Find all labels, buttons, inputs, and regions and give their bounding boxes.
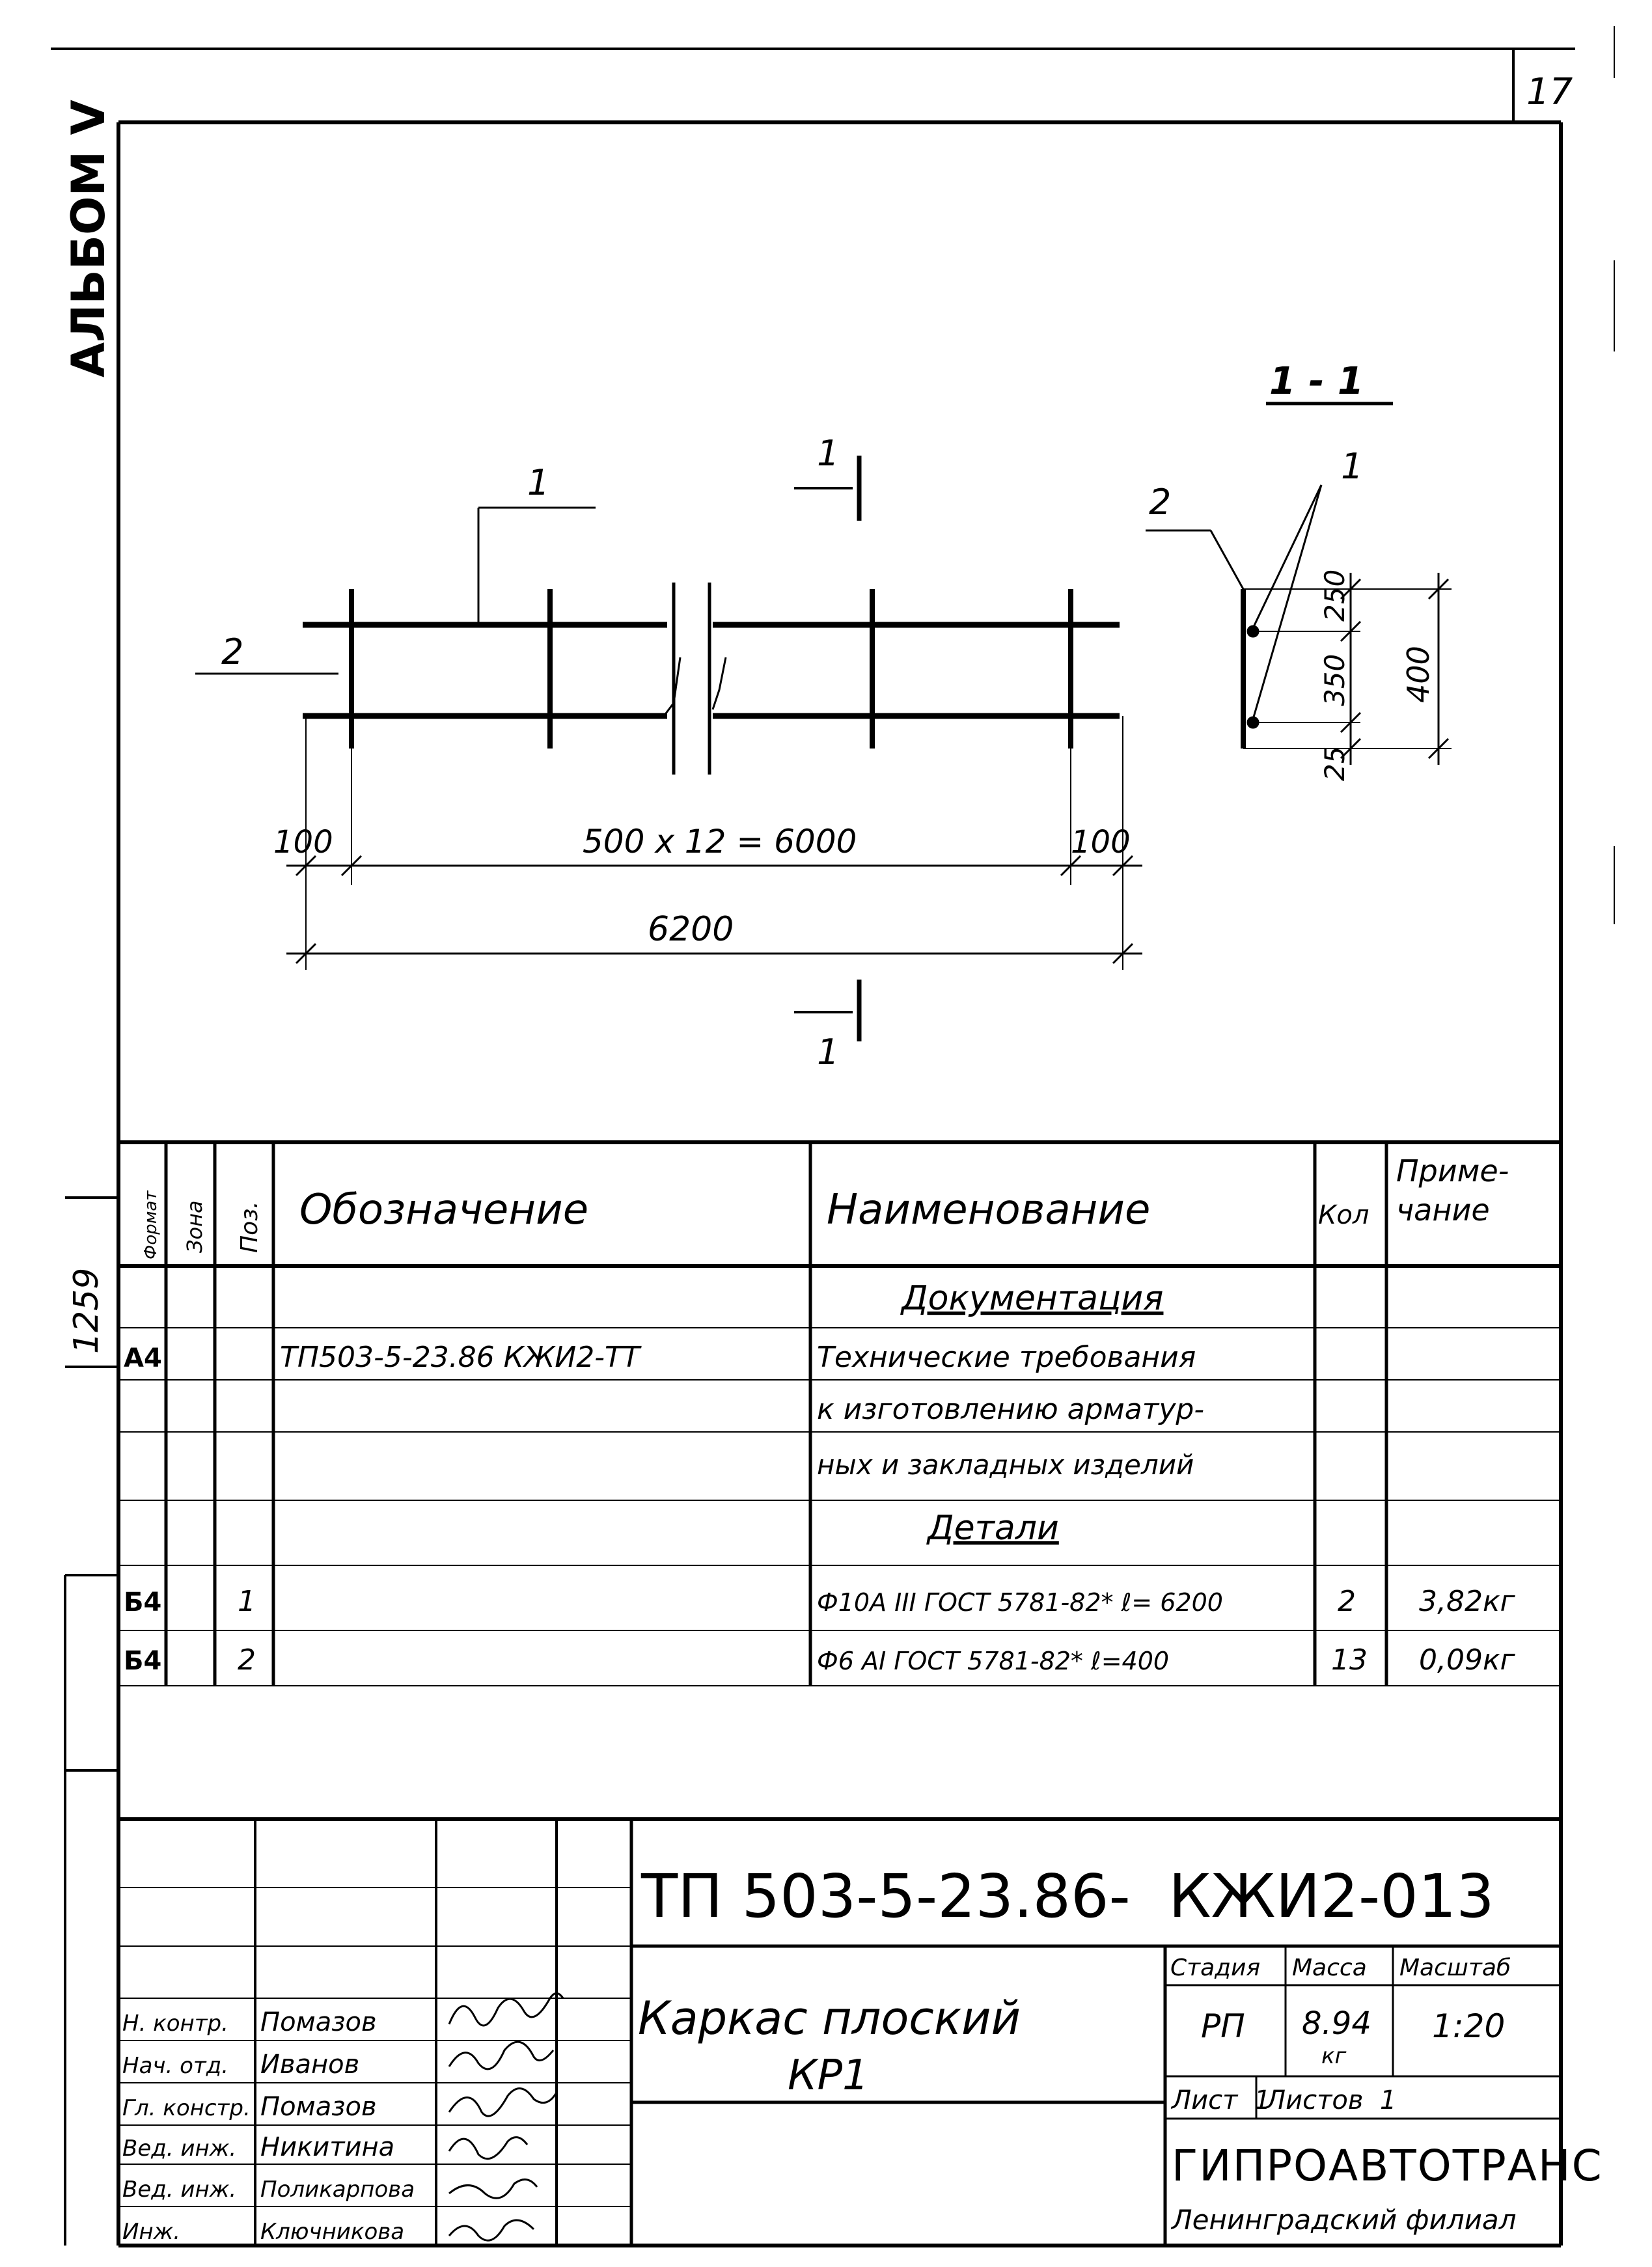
- sheet-label: Лист 1: [1172, 2085, 1271, 2115]
- album-label: АЛЬБОМ V: [62, 100, 115, 378]
- signature-role: Н. контр.: [122, 2011, 228, 2037]
- section-title: 1 - 1: [1269, 359, 1364, 403]
- signature-role: Инж.: [122, 2219, 181, 2245]
- signature-row: [122, 2007, 377, 2037]
- cut-label-top: 1: [817, 433, 840, 474]
- spec-qty-cell: 13: [1331, 1643, 1368, 1677]
- dim-total: 6200: [648, 910, 734, 949]
- pos-1-label: 1: [527, 462, 550, 503]
- signature-role: Гл. констр.: [122, 2095, 251, 2121]
- page-number: 17: [1526, 71, 1573, 113]
- section-pos-2: 2: [1149, 482, 1172, 523]
- signature-name: Помазов: [260, 2007, 377, 2037]
- spec-header-name: Наименование: [827, 1186, 1151, 1234]
- spec-designation-cell: ТП503-5-23.86 КЖИ2-ТТ: [280, 1341, 640, 1374]
- spec-header-pos: Поз.: [236, 1201, 263, 1253]
- stage-label: Стадия: [1170, 1955, 1261, 1981]
- spec-name-cell: Ф6 АI ГОСТ 5781-82* ℓ=400: [817, 1647, 1170, 1675]
- spec-name-cell: Технические требования: [817, 1341, 1196, 1374]
- signature-name: Ключникова: [260, 2219, 405, 2245]
- cut-label-bottom: 1: [817, 1032, 840, 1073]
- spec-header-designation: Обозначение: [299, 1186, 589, 1234]
- signature-row: [122, 2132, 394, 2162]
- mass-value: 8.94: [1302, 2005, 1371, 2042]
- signature-name: Помазов: [260, 2092, 377, 2122]
- table-row: [926, 1509, 1059, 1548]
- section-pos-1: 1: [1341, 446, 1364, 487]
- spec-header-note-2: чание: [1396, 1192, 1490, 1228]
- spec-pos-cell: 1: [238, 1585, 256, 1618]
- table-row: [124, 1341, 1196, 1374]
- signature-row: [122, 2177, 415, 2203]
- section-dim-25: 25: [1319, 746, 1351, 781]
- signature-row: [122, 2092, 377, 2122]
- spec-name-cell: Документация: [902, 1279, 1164, 1318]
- mass-label: Масса: [1292, 1955, 1367, 1981]
- signature-role: Нач. отд.: [122, 2053, 229, 2079]
- organization-branch: Ленинградский филиал: [1172, 2204, 1517, 2236]
- dim-spacing: 500 x 12 = 6000: [583, 823, 857, 860]
- spec-header-note-1: Приме-: [1396, 1153, 1509, 1188]
- flat-cage-drawing: [195, 456, 1142, 1041]
- pos-2-label: 2: [221, 631, 244, 672]
- dim-end-left: 100: [273, 824, 333, 860]
- organization-name: ГИПРОАВТОТРАНС: [1172, 2141, 1603, 2191]
- spec-name-cell: Детали: [928, 1509, 1059, 1548]
- spec-note-cell: 3,82кг: [1419, 1585, 1515, 1618]
- spec-header-format: Формат: [141, 1190, 161, 1259]
- signature-name: Никитина: [260, 2132, 395, 2162]
- scale-value: 1:20: [1432, 2007, 1506, 2045]
- section-1-1-drawing: [1146, 404, 1452, 765]
- sheets-label: Листов 1: [1266, 2085, 1397, 2115]
- spec-header-qty: Кол: [1318, 1200, 1370, 1230]
- spec-format-cell: Б4: [124, 1646, 162, 1676]
- table-row: [124, 1585, 1516, 1618]
- spec-format-cell: А4: [124, 1343, 162, 1373]
- scale-label: Масштаб: [1399, 1955, 1511, 1981]
- signature-row: [122, 2219, 404, 2245]
- signature-name: Иванов: [260, 2050, 360, 2080]
- signature-name: Поликарпова: [260, 2177, 415, 2203]
- table-row: [817, 1449, 1194, 1481]
- spec-format-cell: Б4: [124, 1587, 162, 1617]
- spec-qty-cell: 2: [1338, 1585, 1356, 1618]
- section-dim-250: 250: [1319, 569, 1351, 622]
- mass-unit: кг: [1321, 2043, 1347, 2069]
- section-dim-350: 350: [1319, 653, 1351, 706]
- signature-role: Вед. инж.: [122, 2177, 237, 2203]
- spec-header-zone: Зона: [182, 1200, 207, 1253]
- spec-pos-cell: 2: [238, 1643, 256, 1677]
- document-code: ТП 503-5-23.86- КЖИ2-013: [641, 1862, 1494, 1931]
- table-row: [124, 1643, 1516, 1677]
- drawing-title: Каркас плоский: [638, 1992, 1021, 2045]
- drawing-subtitle: КР1: [788, 2052, 869, 2100]
- spec-note-cell: 0,09кг: [1419, 1643, 1515, 1677]
- side-number: 1259: [67, 1267, 106, 1354]
- section-dim-400: 400: [1401, 646, 1436, 703]
- spec-name-cell: ных и закладных изделий: [817, 1449, 1194, 1481]
- signature-role: Вед. инж.: [122, 2136, 237, 2162]
- spec-table-grid: [118, 1142, 1561, 1819]
- handwritten-signatures: [449, 1994, 563, 2241]
- dim-end-right: 100: [1071, 824, 1131, 860]
- table-row: [817, 1393, 1204, 1426]
- spec-name-cell: к изготовлению арматур-: [817, 1393, 1205, 1426]
- spec-name-cell: Ф10А III ГОСТ 5781-82* ℓ= 6200: [817, 1588, 1223, 1617]
- stage-value: РП: [1201, 2007, 1245, 2045]
- signature-row: [122, 2050, 359, 2080]
- table-row: [900, 1279, 1163, 1318]
